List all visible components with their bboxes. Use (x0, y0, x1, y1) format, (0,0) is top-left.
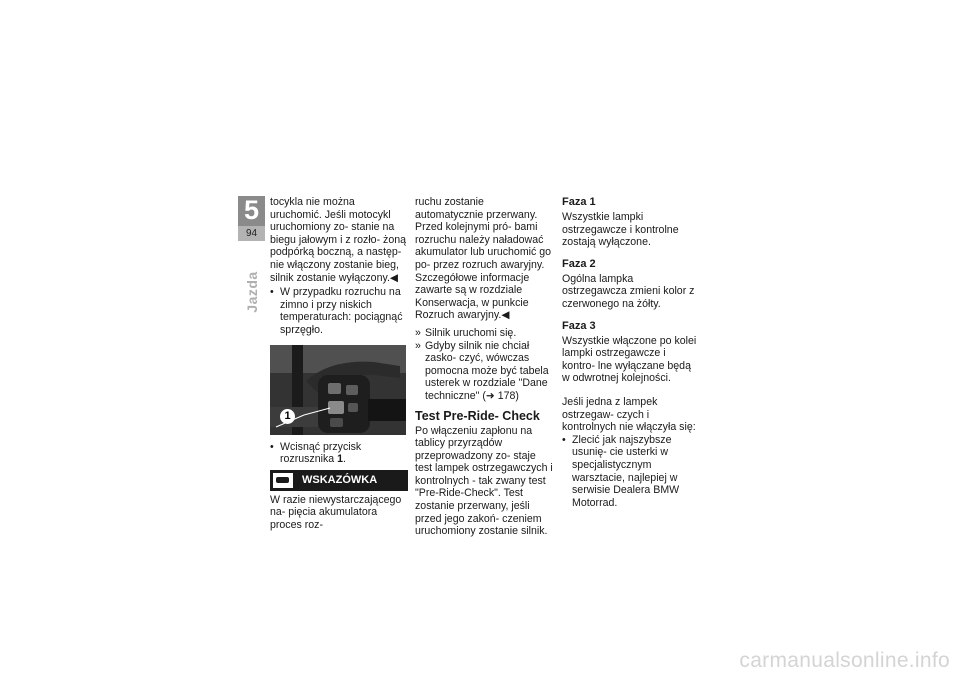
note-title: WSKAZÓWKA (302, 473, 378, 486)
page-number: 94 (238, 226, 265, 241)
list-item (562, 434, 700, 510)
bullet-ref: 1 (337, 453, 344, 466)
list-item (270, 286, 408, 336)
intro-paragraph: tocykla nie można uruchomić. Jeśli motocykl uruchomiony zo- stanie na biegu jałowym i z rozło- żoną podpórką boczną, a następ- nie włączony zostanie bieg, silnik zostanie wyłączony.◀ (270, 196, 407, 284)
bullet-end: . (343, 453, 346, 466)
callout-1 (280, 409, 295, 424)
note-text: W razie niewystarczającego na- pięcia akumulatora proces roz- (270, 493, 402, 531)
paragraph: Ogólna lampka ostrzegawcza zmieni kolor z czerwonego na żółty. (562, 272, 695, 310)
subheading: Faza 2 (562, 257, 596, 270)
paragraph: Wszystkie lampki ostrzegawcze i kontrolne zostają wyłączone. (562, 211, 679, 249)
bullet-marker: • (270, 440, 274, 453)
list-item (270, 441, 408, 466)
note-hand-icon (273, 473, 293, 488)
column-3 (562, 196, 700, 509)
result-marker: » (415, 339, 421, 352)
watermark: carmanualsonline.info (739, 649, 950, 672)
note-header (270, 470, 408, 491)
result-text: Gdyby silnik nie chciał zasko- czyć, wówczas pomocna może być tabela usterek w rozdziale "Dane techniczne" (➜ 178) (425, 339, 549, 402)
list-item (415, 340, 553, 403)
paragraph: Wszystkie włączone po kolei lampki ostrzegawcze i kontro- lne wyłączane będą w odwrotnej kolejności. (562, 334, 697, 385)
column-2 (415, 196, 553, 538)
callout-1-label: 1 (284, 409, 291, 422)
paragraph: Po włączeniu zapłonu na tablicy przyrządów przeprowadzony zo- staje test lampek ostrzegawczych i kontrolnych - tak zwany test "Pre-Ride-Check". Test zostanie przerwany, jeśli przed jego zakoń- czeniem uruchomiony zostanie silnik. (415, 424, 553, 538)
paragraph: ruchu zostanie automatycznie przerwany. Przed kolejnymi pró- bami rozruchu należy naładować akumulator lub uruchomić go po- przez rozruch awaryjny. Szczegółowe informacje zawarte są w rozdziale Konserwacja, w punkcie Rozruch awaryjny.◀ (415, 196, 552, 322)
section-heading: Test Pre-Ride- Check (415, 408, 540, 423)
bullet-marker: • (562, 433, 566, 446)
column-1 (270, 196, 408, 532)
subheading: Faza 1 (562, 196, 596, 208)
bullet-text: W przypadku rozruchu na zimno i przy niskich temperaturach: pociągnąć sprzęgło. (280, 286, 403, 336)
paragraph: Jeśli jedna z lampek ostrzegaw- czych i kontrolnych nie włączyła się: (562, 395, 696, 434)
result-marker: » (415, 326, 421, 339)
chapter-title: Jazda (244, 271, 260, 313)
bullet-text: Wcisnąć przycisk rozrusznika (280, 440, 362, 466)
subheading: Faza 3 (562, 319, 596, 332)
result-text: Silnik uruchomi się. (425, 326, 517, 339)
list-item (415, 327, 553, 340)
chapter-tab (238, 196, 265, 241)
bullet-marker: • (270, 286, 274, 299)
chapter-side-label (232, 262, 272, 322)
bullet-text: Zlecić jak najszybsze usunię- cie usterki w specjalistycznym warsztacie, najlepiej w serwisie Dealera BMW Motorrad. (572, 433, 680, 509)
chapter-number: 5 (243, 195, 260, 225)
handlebar-photo (270, 345, 406, 435)
